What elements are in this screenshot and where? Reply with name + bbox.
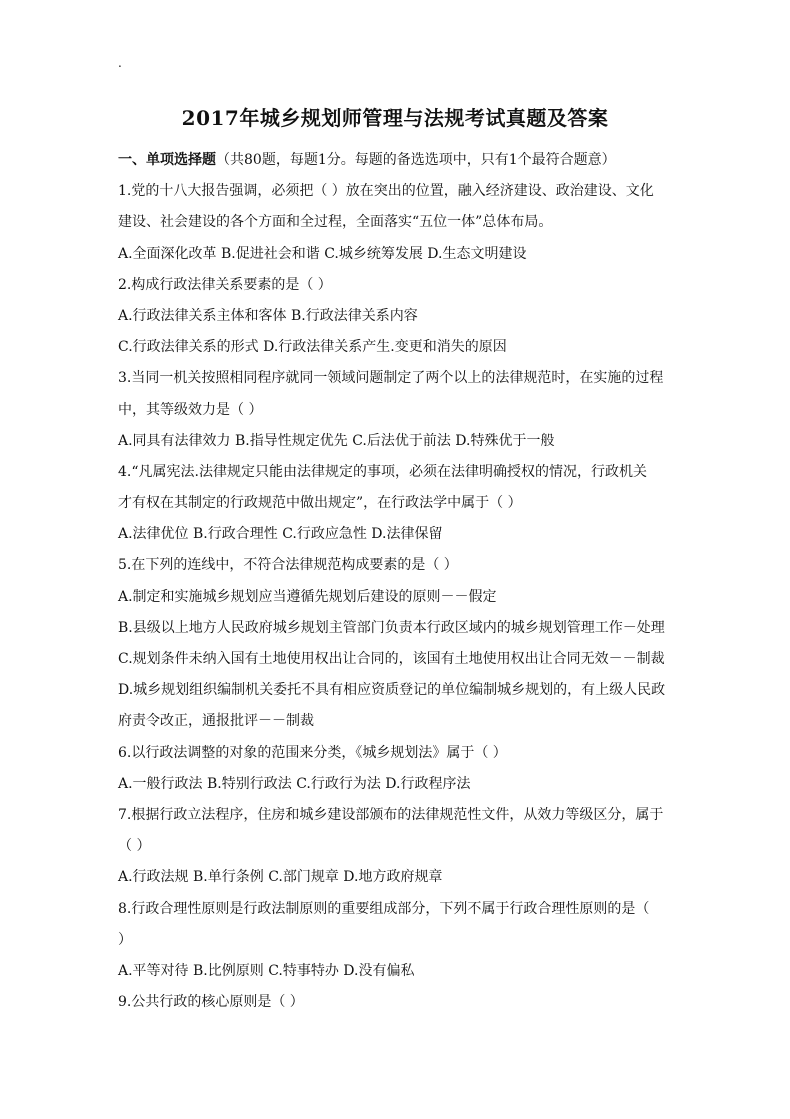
text-line: 2.构成行政法律关系要素的是（ ） <box>118 276 332 293</box>
text-line: A.一般行政法 B.特别行政法 C.行政行为法 D.行政程序法 <box>118 775 471 792</box>
text-line: A.同具有法律效力 B.指导性规定优先 C.后法优于前法 D.特殊优于一般 <box>118 432 555 449</box>
text-line: A.行政法律关系主体和客体 B.行政法律关系内容 <box>118 307 418 324</box>
document-body <box>118 145 678 1018</box>
text-line: 8.行政合理性原则是行政法制原则的重要组成部分，下列不属于行政合理性原则的是（ <box>118 900 650 917</box>
text-line: 中，其等级效力是（ ） <box>118 401 263 418</box>
text-line: C.行政法律关系的形式 D.行政法律关系产生.变更和消失的原因 <box>118 339 507 356</box>
text-line: 4.“凡属宪法.法律规定只能由法律规定的事项，必须在法律明确授权的情况，行政机关 <box>118 463 647 480</box>
page-dot: . <box>118 56 122 70</box>
text-line: C.规划条件未纳入国有土地使用权出让合同的，该国有土地使用权出让合同无效－－制裁 <box>118 651 665 667</box>
section-heading <box>118 145 678 176</box>
text-line: （ ） <box>118 838 151 855</box>
text-line: A.行政法规 B.单行条例 C.部门规章 D.地方政府规章 <box>118 869 443 886</box>
text-line: 建设、社会建设的各个方面和全过程，全面落实“五位一体”总体布局。 <box>118 214 553 231</box>
text-line: 府责令改正，通报批评－－制裁 <box>118 713 314 730</box>
text-line: 9.公共行政的核心原则是（ ） <box>118 994 304 1011</box>
text-line: ） <box>118 931 132 948</box>
text-line: 7.根据行政立法程序，住房和城乡建设部颁布的法律规范性文件，从效力等级区分，属于 <box>118 806 664 823</box>
section-heading-note: （共80题，每题1分。每题的备选选项中，只有1个最符合题意） <box>216 152 616 168</box>
text-line: 1.党的十八大报告强调，必须把（ ）放在突出的位置，融入经济建设、政治建设、文化 <box>118 183 654 200</box>
document-title: 2017年城乡规划师管理与法规考试真题及答案 <box>181 106 609 130</box>
text-line: A.全面深化改革 B.促进社会和谐 C.城乡统筹发展 D.生态文明建设 <box>118 245 527 262</box>
text-line: A.制定和实施城乡规划应当遵循先规划后建设的原则－－假定 <box>118 588 497 605</box>
text-line: A.平等对待 B.比例原则 C.特事特办 D.没有偏私 <box>118 962 415 979</box>
text-line: 才有权在其制定的行政规范中做出规定”，在行政法学中属于（ ） <box>118 495 522 512</box>
text-line: 6.以行政法调整的对象的范围来分类，《城乡规划法》属于（ ） <box>118 744 507 761</box>
text-line: 3.当同一机关按照相同程序就同一领域问题制定了两个以上的法律规范时，在实施的过程 <box>118 370 664 387</box>
text-line: B.县级以上地方人民政府城乡规划主管部门负责本行政区域内的城乡规划管理工作－处理 <box>118 619 665 636</box>
text-line: D.城乡规划组织编制机关委托不具有相应资质登记的单位编制城乡规划的，有上级人民政 <box>118 682 666 699</box>
section-heading-label: 一、单项选择题 <box>118 152 216 168</box>
text-line: 5.在下列的连线中，不符合法律规范构成要素的是（ ） <box>118 557 458 574</box>
text-line: A.法律优位 B.行政合理性 C.行政应急性 D.法律保留 <box>118 526 443 543</box>
